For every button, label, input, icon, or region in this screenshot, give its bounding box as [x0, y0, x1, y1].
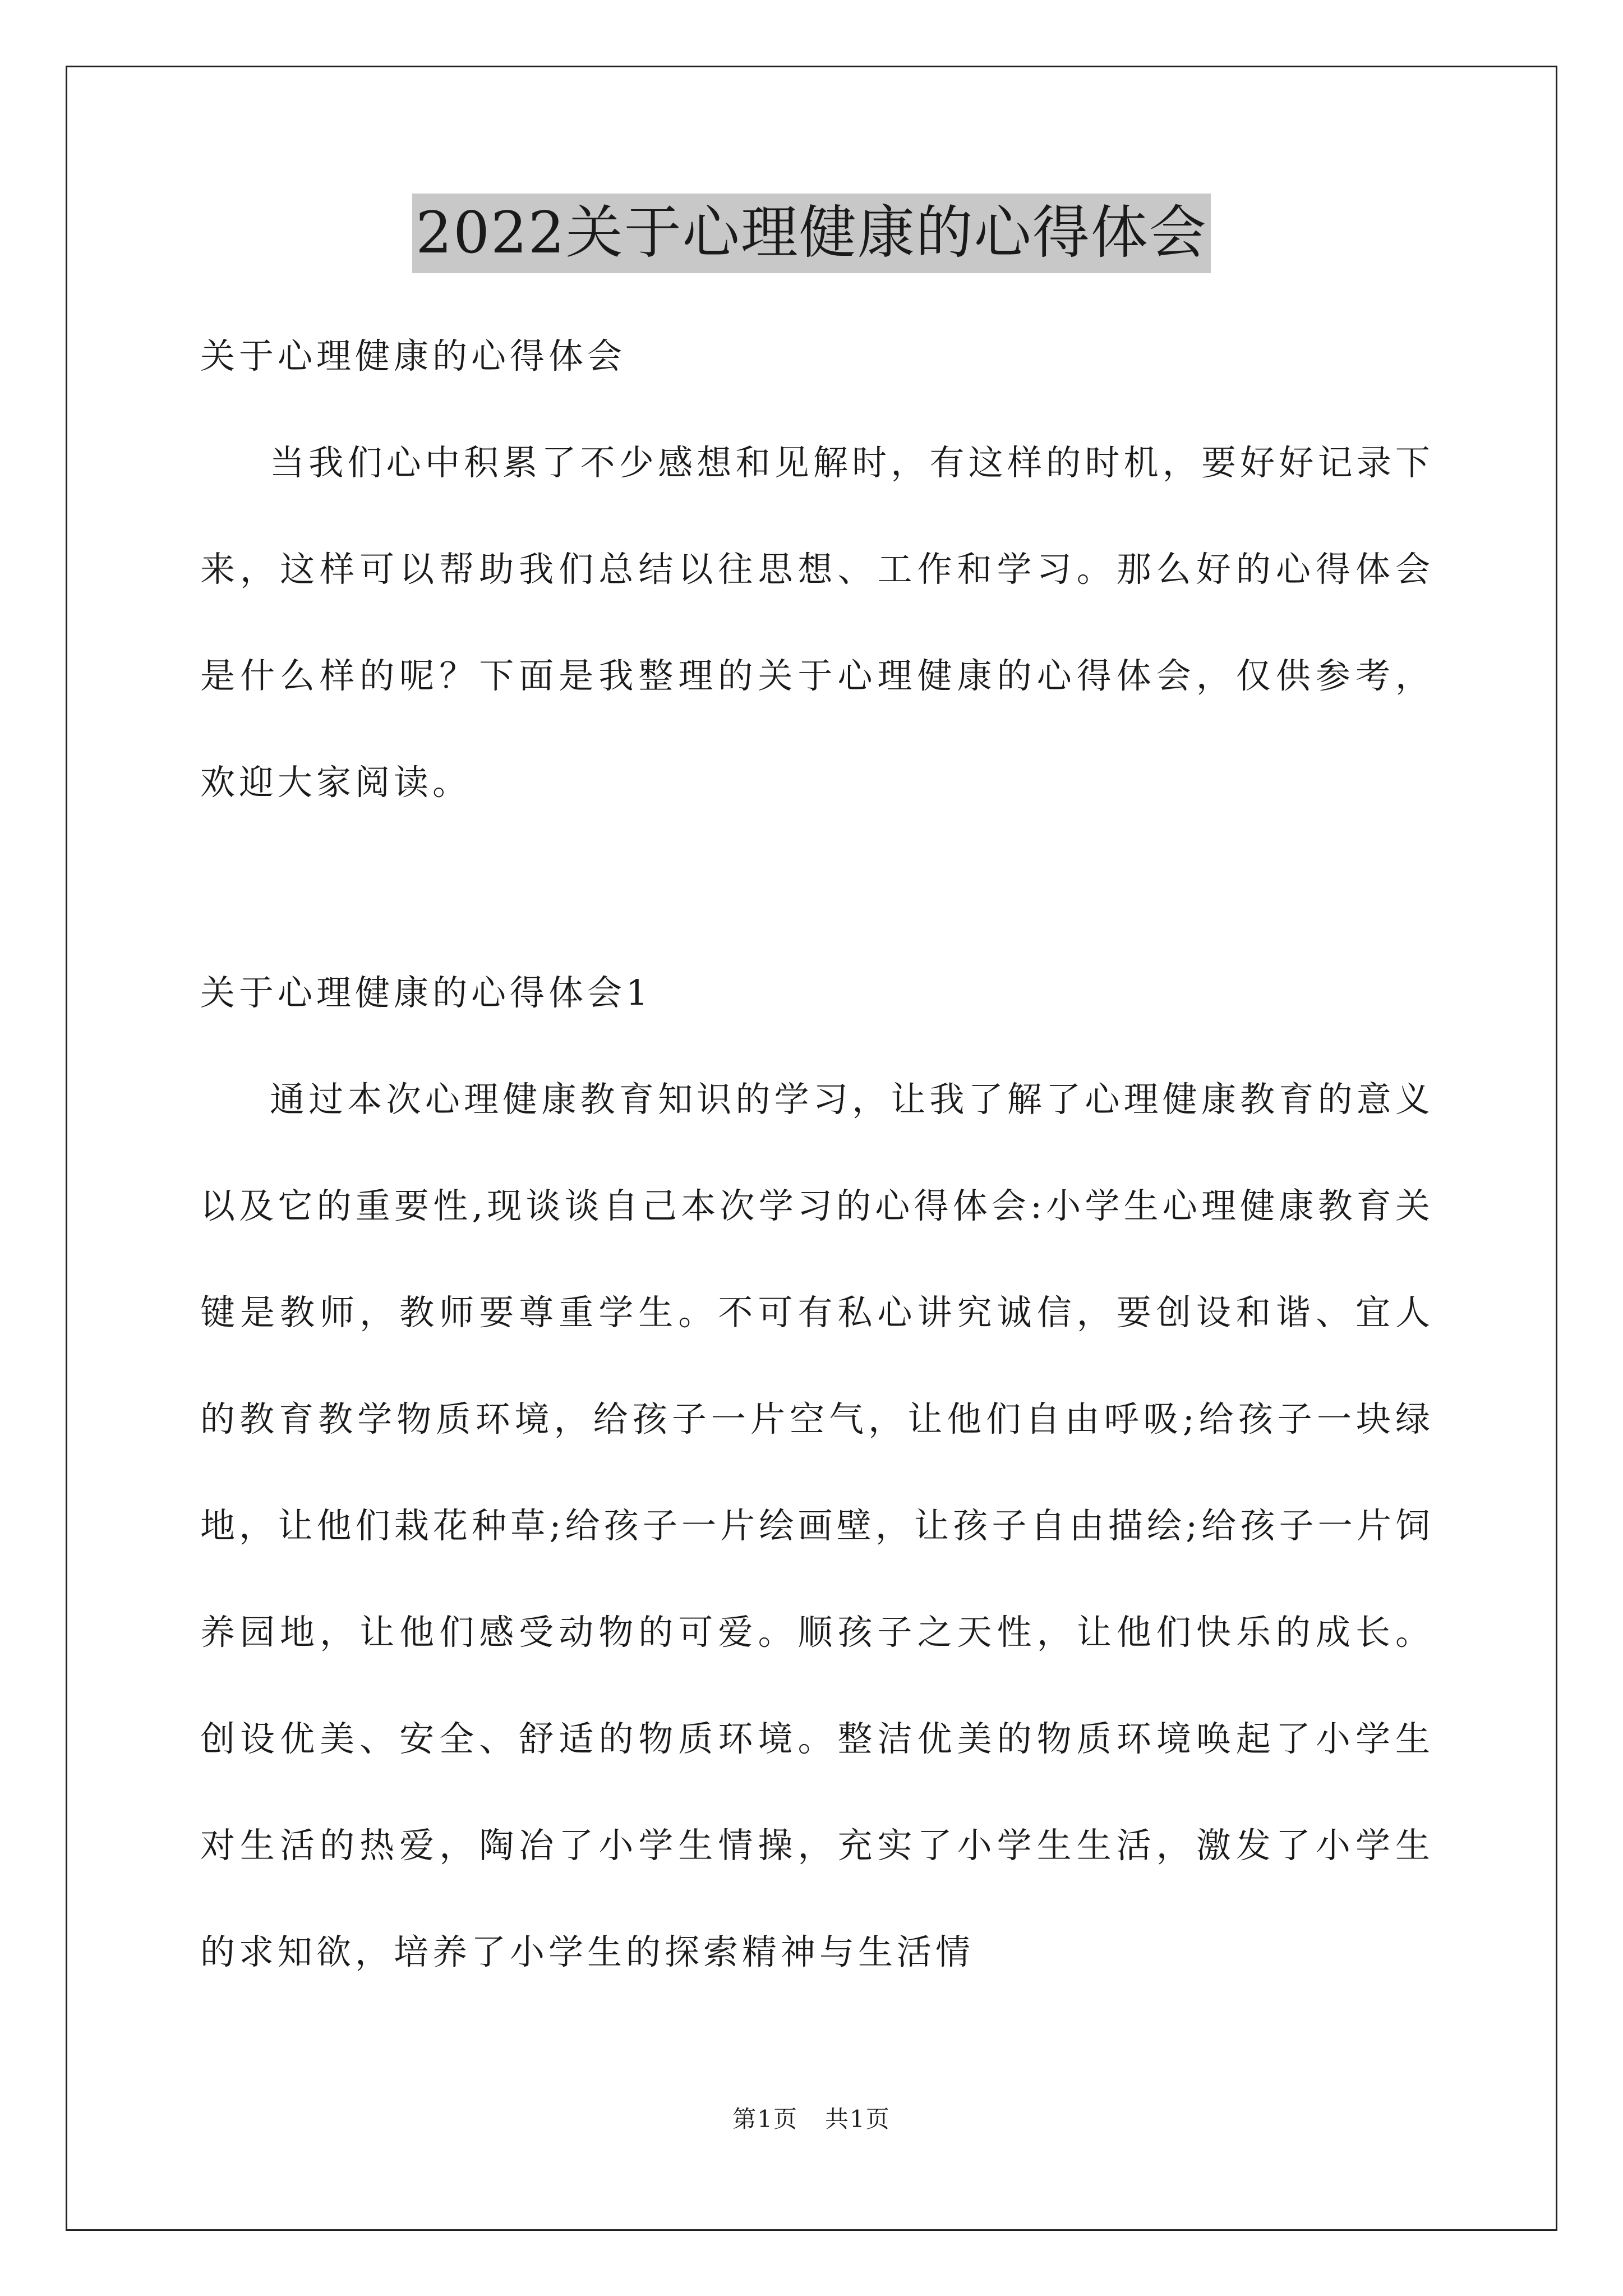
- page-number-total: 共1页: [825, 2105, 891, 2133]
- section-1-paragraph: 通过本次心理健康教育知识的学习，让我了解了心理健康教育的意义以及它的重要性,现谈谈自己本次学习的心得体会:小学生心理健康教育关键是教师，教师要尊重学生。不可有私心讲究诚信，要创设和谐、宜人的教育教学物质环境，给孩子一片空气，让他们自由呼吸;给孩子一块绿地，让他们栽花种草;给孩子一片绘画壁，让孩子自由描绘;给孩子一片饲养园地，让他们感受动物的可爱。顺孩子之天性，让他们快乐的成长。创设优美、安全、舒适的物质环境。整洁优美的物质环境唤起了小学生对生活的热爱，陶冶了小学生情操，充实了小学生生活，激发了小学生的求知欲，培养了小学生的探索精神与生活情: [200, 1079, 1434, 1972]
- section-1: [200, 940, 1434, 2005]
- document-title: 2022关于心理健康的心得体会: [412, 194, 1211, 273]
- section-1-heading: 关于心理健康的心得体会1: [200, 972, 652, 1013]
- page-footer: [0, 2101, 1623, 2134]
- document-title-container: [0, 194, 1623, 273]
- intro-heading: 关于心理健康的心得体会: [200, 335, 626, 376]
- intro-section: [200, 303, 1434, 836]
- intro-paragraph: 当我们心中积累了不少感想和见解时，有这样的时机，要好好记录下来，这样可以帮助我们总结以往思想、工作和学习。那么好的心得体会是什么样的呢？下面是我整理的关于心理健康的心得体会，仅供参考，欢迎大家阅读。: [200, 442, 1434, 803]
- page-number-current: 第1页: [732, 2105, 798, 2133]
